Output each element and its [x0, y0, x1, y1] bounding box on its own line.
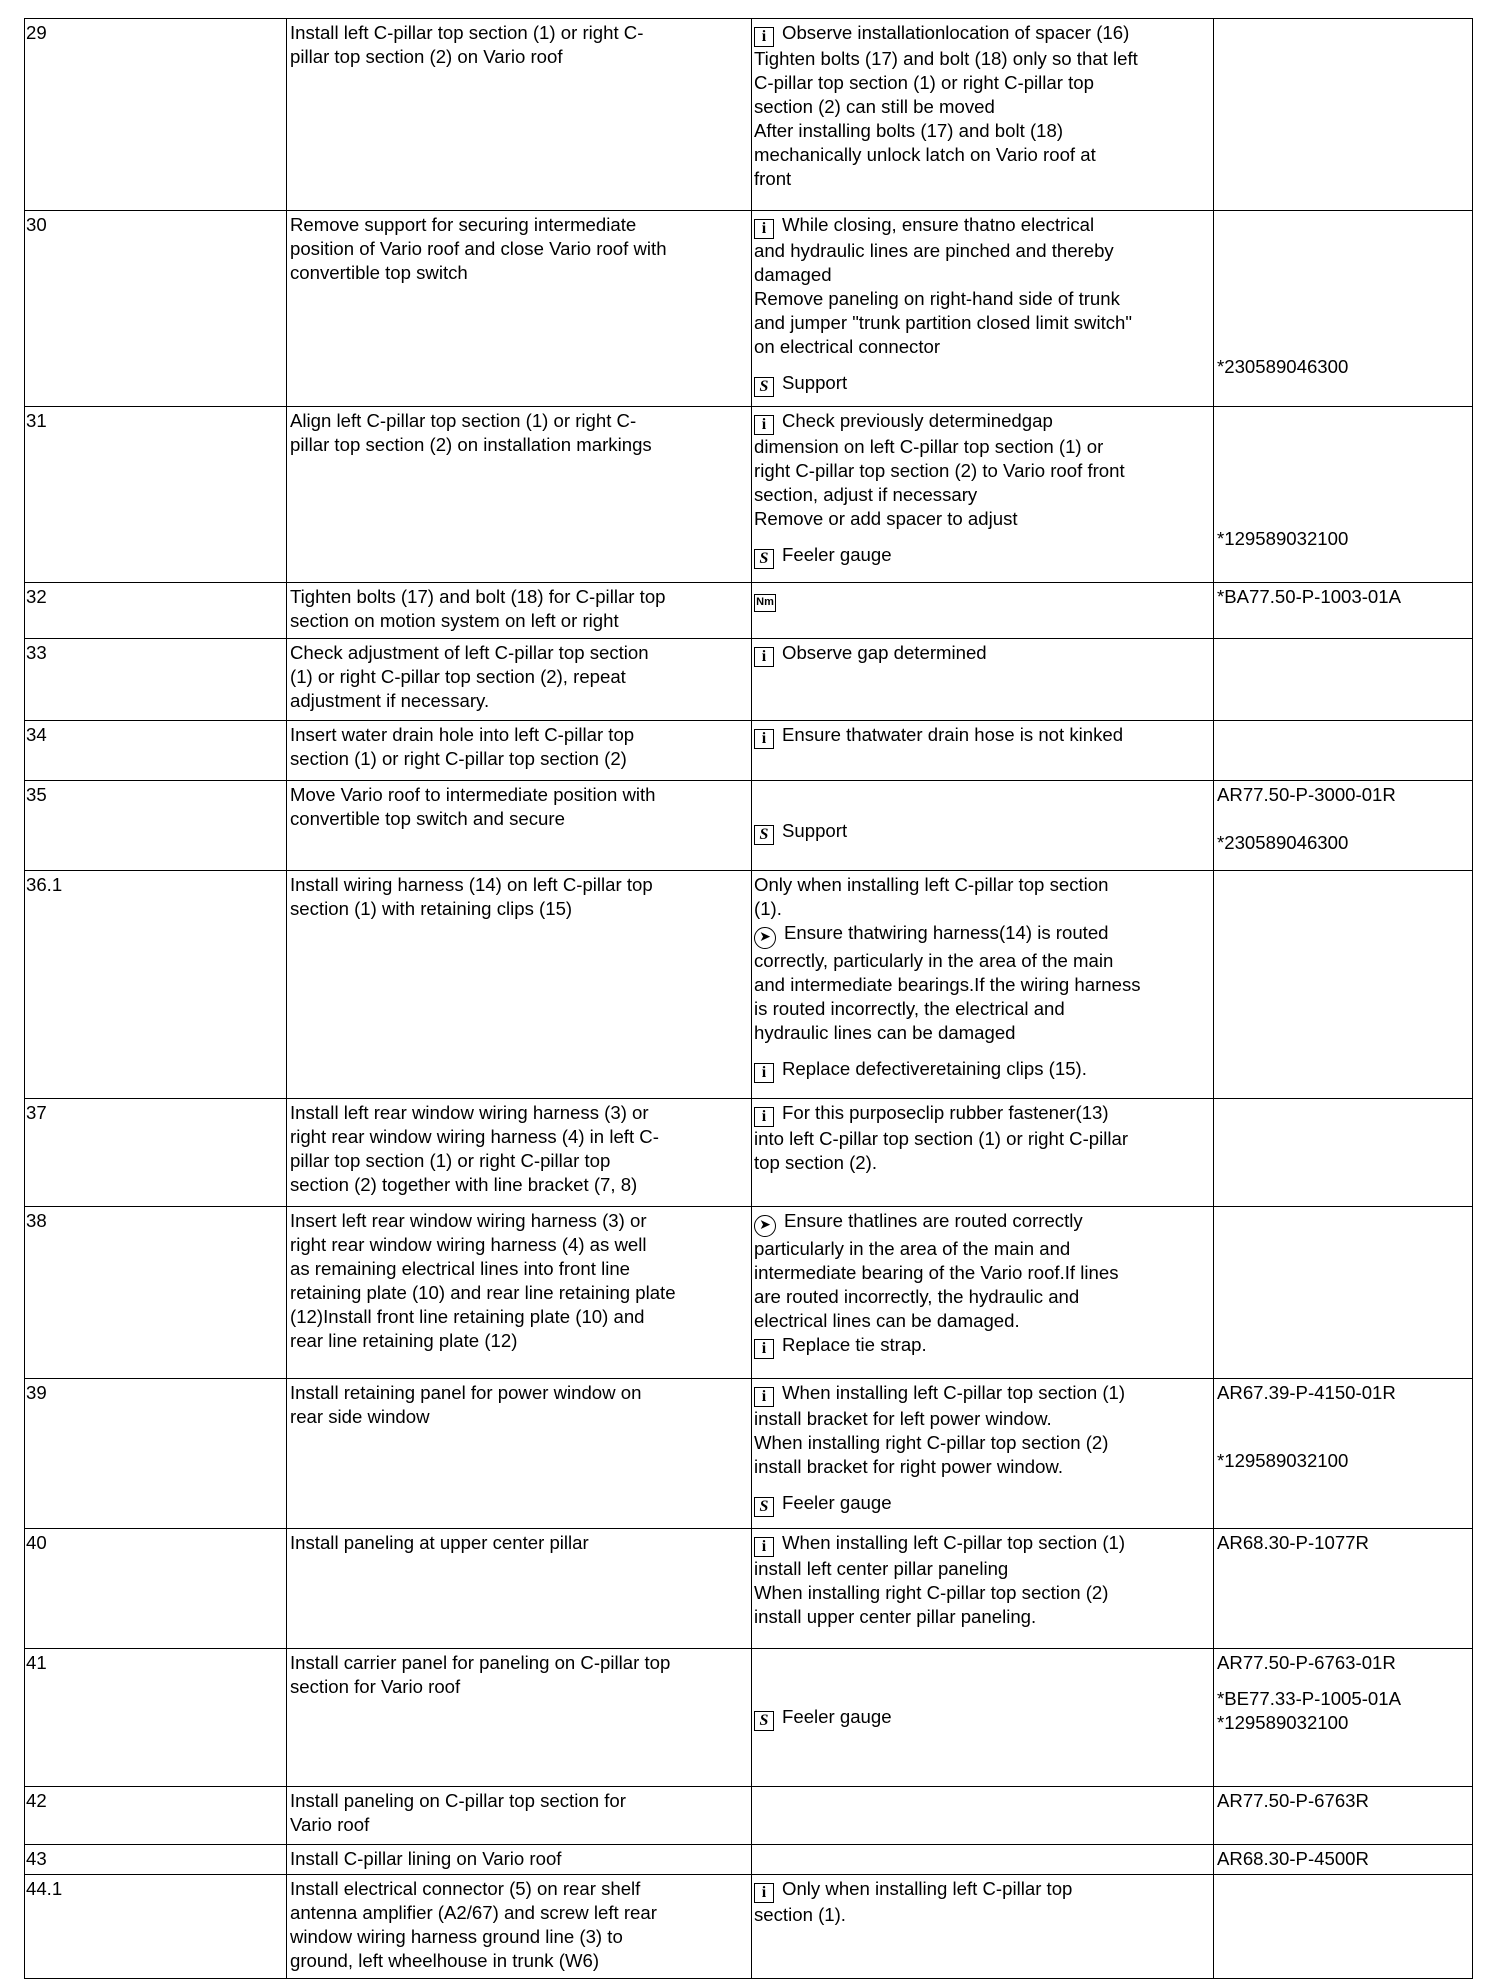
note-text-line: C-pillar top section (1) or right C-pillar top [754, 72, 1094, 93]
info-icon: i [754, 1537, 774, 1557]
action-cell [287, 1787, 752, 1845]
note-text-line: Check previously determinedgap [782, 410, 1053, 431]
document-reference[interactable]: AR68.30-P-1077R [1217, 1532, 1369, 1553]
step-number-cell [25, 1649, 287, 1787]
special-tool-icon: S [754, 377, 774, 397]
action-cell [287, 639, 752, 721]
note-text-line: While closing, ensure thatno electrical [782, 214, 1095, 235]
step-number: 32 [26, 586, 47, 607]
spacer [1217, 1405, 1470, 1449]
note-text-line: Replace defectiveretaining clips (15). [782, 1058, 1087, 1079]
info-icon: i [754, 729, 774, 749]
reference-cell [1214, 1379, 1473, 1529]
table-row [25, 639, 1473, 721]
action-text-line: position of Vario roof and close Vario roof with [290, 238, 667, 259]
info-icon: i [754, 219, 774, 239]
step-number: 43 [26, 1848, 47, 1869]
note-block [754, 409, 1213, 531]
step-number: 29 [26, 22, 47, 43]
step-number: 36.1 [26, 874, 63, 895]
notes-cell [752, 781, 1214, 871]
action-text-line: Check adjustment of left C-pillar top section [290, 642, 649, 663]
step-number-cell [25, 781, 287, 871]
note-text-line: Support [782, 820, 848, 841]
document-reference[interactable]: *129589032100 [1217, 1450, 1349, 1471]
action-cell [287, 781, 752, 871]
note-text-line: install upper center pillar paneling. [754, 1606, 1037, 1627]
action-text-line: window wiring harness ground line (3) to [290, 1926, 623, 1947]
note-block [754, 641, 1213, 667]
action-text-line: convertible top switch [290, 262, 468, 283]
reference-cell [1214, 1099, 1473, 1207]
note-block [754, 873, 1213, 921]
note-text-line: Replace tie strap. [782, 1334, 927, 1355]
action-text-line: Vario roof [290, 1814, 370, 1835]
info-icon: i [754, 27, 774, 47]
note-block [754, 1877, 1213, 1927]
info-icon: i [754, 647, 774, 667]
note-text-line: For this purposeclip rubber fastener(13) [782, 1102, 1109, 1123]
action-text-line: pillar top section (1) or right C-pillar top [290, 1150, 611, 1171]
note-block [754, 21, 1213, 191]
reference-cell [1214, 1529, 1473, 1649]
action-text-line: pillar top section (2) on installation markings [290, 434, 652, 455]
document-reference[interactable]: *129589032100 [1217, 1712, 1349, 1733]
action-text-line: Insert left rear window wiring harness (3) or [290, 1210, 647, 1231]
note-text-line: Feeler gauge [782, 1492, 892, 1513]
reference-cell [1214, 871, 1473, 1099]
notes-cell [752, 1529, 1214, 1649]
notes-cell [752, 1875, 1214, 1979]
torque-nm-icon: Nm [754, 594, 776, 612]
step-number: 31 [26, 410, 47, 431]
step-number-cell [25, 583, 287, 639]
note-text-line: Observe installationlocation of spacer (16) [782, 22, 1130, 43]
note-text-line: When installing right C-pillar top section (2) [754, 1432, 1109, 1453]
note-text-line: electrical lines can be damaged. [754, 1310, 1020, 1331]
note-block [754, 921, 1213, 1045]
action-cell [287, 407, 752, 583]
note-text-line: After installing bolts (17) and bolt (18) [754, 120, 1064, 141]
table-row [25, 1379, 1473, 1529]
note-block [754, 1057, 1213, 1083]
note-text-line: intermediate bearing of the Vario roof.If lines [754, 1262, 1119, 1283]
spacer [1217, 1675, 1470, 1687]
document-reference[interactable]: *230589046300 [1217, 356, 1349, 377]
notes-cell [752, 721, 1214, 781]
step-number: 37 [26, 1102, 47, 1123]
step-number: 33 [26, 642, 47, 663]
document-reference[interactable]: AR77.50-P-6763R [1217, 1790, 1369, 1811]
document-reference[interactable]: *230589046300 [1217, 832, 1349, 853]
reference-cell [1214, 407, 1473, 583]
step-number: 35 [26, 784, 47, 805]
action-text-line: Align left C-pillar top section (1) or right C- [290, 410, 637, 431]
spacer [754, 359, 1213, 371]
reference-cell [1214, 639, 1473, 721]
notes-cell [752, 1379, 1214, 1529]
action-text-line: section (1) or right C-pillar top section (2) [290, 748, 627, 769]
note-text-line: particularly in the area of the main and [754, 1238, 1071, 1259]
step-number: 30 [26, 214, 47, 235]
step-number: 41 [26, 1652, 47, 1673]
note-block [754, 723, 1213, 749]
info-icon: i [754, 415, 774, 435]
step-number-cell [25, 1845, 287, 1875]
step-number-cell [25, 211, 287, 407]
action-cell [287, 1207, 752, 1379]
notes-cell [752, 1787, 1214, 1845]
special-tool-icon: S [754, 1497, 774, 1517]
info-icon: i [754, 1107, 774, 1127]
step-number: 38 [26, 1210, 47, 1231]
note-text-line: Observe gap determined [782, 642, 987, 663]
step-number-cell [25, 1529, 287, 1649]
notes-cell [752, 19, 1214, 211]
note-text-line: When installing left C-pillar top section (1) [782, 1382, 1126, 1403]
table-row [25, 1787, 1473, 1845]
note-text-line: into left C-pillar top section (1) or right C-pillar [754, 1128, 1129, 1149]
document-reference[interactable]: AR77.50-P-3000-01R [1217, 784, 1396, 805]
special-tool-icon: S [754, 825, 774, 845]
reference-cell [1214, 1207, 1473, 1379]
step-number-cell [25, 721, 287, 781]
info-icon: i [754, 1387, 774, 1407]
step-number-cell [25, 407, 287, 583]
document-reference[interactable]: *BE77.33-P-1005-01A [1217, 1688, 1401, 1709]
note-block [754, 1333, 1213, 1359]
note-text-line: install bracket for left power window. [754, 1408, 1052, 1429]
table-row [25, 871, 1473, 1099]
action-text-line: as remaining electrical lines into front line [290, 1258, 631, 1279]
reference-cell [1214, 1845, 1473, 1875]
action-text-line: adjustment if necessary. [290, 690, 490, 711]
note-block [754, 1491, 1213, 1517]
action-text-line: retaining plate (10) and rear line retaining plate [290, 1282, 676, 1303]
action-text-line: Install wiring harness (14) on left C-pillar top [290, 874, 653, 895]
action-text-line: ground, left wheelhouse in trunk (W6) [290, 1950, 600, 1971]
note-text-line: Ensure thatwater drain hose is not kinked [782, 724, 1124, 745]
procedure-table [24, 18, 1473, 1979]
action-cell [287, 1845, 752, 1875]
action-text-line: Install left C-pillar top section (1) or right C- [290, 22, 644, 43]
action-text-line: section (2) together with line bracket (7, 8) [290, 1174, 638, 1195]
note-text-line: is routed incorrectly, the electrical and [754, 998, 1065, 1019]
action-text-line: Install paneling on C-pillar top section for [290, 1790, 626, 1811]
note-text-line: section (1). [754, 1904, 846, 1925]
notes-cell [752, 583, 1214, 639]
step-number-cell [25, 639, 287, 721]
action-text-line: Install retaining panel for power window on [290, 1382, 642, 1403]
note-text-line: hydraulic lines can be damaged [754, 1022, 1016, 1043]
note-text-line: When installing left C-pillar top section (1) [782, 1532, 1126, 1553]
action-cell [287, 1379, 752, 1529]
table-row [25, 19, 1473, 211]
note-text-line: Feeler gauge [782, 544, 892, 565]
step-number-cell [25, 19, 287, 211]
note-text-line: Ensure thatlines are routed correctly [784, 1210, 1083, 1231]
spacer [754, 531, 1213, 543]
table-row [25, 211, 1473, 407]
action-text-line: Install carrier panel for paneling on C-pillar top [290, 1652, 671, 1673]
note-block [754, 213, 1213, 359]
note-text-line: Remove or add spacer to adjust [754, 508, 1018, 529]
step-number-cell [25, 1379, 287, 1529]
action-text-line: rear side window [290, 1406, 430, 1427]
note-text-line: (1). [754, 898, 782, 919]
notes-cell [752, 1099, 1214, 1207]
note-text-line: Only when installing left C-pillar top section [754, 874, 1109, 895]
notes-cell [752, 407, 1214, 583]
action-cell [287, 1649, 752, 1787]
step-number-cell [25, 1207, 287, 1379]
action-cell [287, 19, 752, 211]
action-cell [287, 1099, 752, 1207]
note-text-line: are routed incorrectly, the hydraulic and [754, 1286, 1080, 1307]
step-number-cell [25, 871, 287, 1099]
table-row [25, 1649, 1473, 1787]
step-number: 44.1 [26, 1878, 63, 1899]
note-text-line: front [754, 168, 792, 189]
action-text-line: antenna amplifier (A2/67) and screw left rear [290, 1902, 657, 1923]
step-number-cell [25, 1787, 287, 1845]
note-text-line: right C-pillar top section (2) to Vario roof front [754, 460, 1125, 481]
note-block [754, 1531, 1213, 1629]
action-text-line: (1) or right C-pillar top section (2), repeat [290, 666, 626, 687]
table-row [25, 407, 1473, 583]
note-text-line: install left center pillar paneling [754, 1558, 1009, 1579]
spacer [754, 1479, 1213, 1491]
note-block [754, 1381, 1213, 1479]
document-reference[interactable]: AR68.30-P-4500R [1217, 1848, 1369, 1869]
action-text-line: Install electrical connector (5) on rear shelf [290, 1878, 641, 1899]
reference-cell [1214, 211, 1473, 407]
action-cell [287, 1875, 752, 1979]
document-reference[interactable]: AR77.50-P-6763-01R [1217, 1652, 1396, 1673]
note-text-line: top section (2). [754, 1152, 877, 1173]
note-block [754, 1705, 1213, 1731]
action-cell [287, 211, 752, 407]
action-text-line: Install C-pillar lining on Vario roof [290, 1848, 562, 1869]
step-number: 40 [26, 1532, 47, 1553]
notes-cell [752, 871, 1214, 1099]
action-text-line: Remove support for securing intermediate [290, 214, 637, 235]
table-row [25, 781, 1473, 871]
note-text-line: Remove paneling on right-hand side of trunk [754, 288, 1120, 309]
note-text-line: When installing right C-pillar top section (2) [754, 1582, 1109, 1603]
reference-cell [1214, 721, 1473, 781]
action-text-line: Move Vario roof to intermediate position with [290, 784, 656, 805]
reference-cell [1214, 1787, 1473, 1845]
note-block [754, 1209, 1213, 1333]
document-reference[interactable]: *129589032100 [1217, 528, 1349, 549]
note-text-line: Support [782, 372, 848, 393]
action-text-line: section for Vario roof [290, 1676, 461, 1697]
action-text-line: section (1) with retaining clips (15) [290, 898, 573, 919]
note-text-line: correctly, particularly in the area of the main [754, 950, 1114, 971]
action-text-line: pillar top section (2) on Vario roof [290, 46, 563, 67]
info-icon: i [754, 1063, 774, 1083]
document-reference[interactable]: *BA77.50-P-1003-01A [1217, 586, 1401, 607]
action-text-line: (12)Install front line retaining plate (10) and [290, 1306, 645, 1327]
notes-cell [752, 639, 1214, 721]
notes-cell [752, 211, 1214, 407]
note-block [754, 819, 1213, 845]
action-text-line: Tighten bolts (17) and bolt (18) for C-pillar top [290, 586, 666, 607]
action-text-line: Install left rear window wiring harness (3) or [290, 1102, 649, 1123]
note-text-line: damaged [754, 264, 832, 285]
document-reference[interactable]: AR67.39-P-4150-01R [1217, 1382, 1396, 1403]
note-text-line: section, adjust if necessary [754, 484, 978, 505]
step-number-cell [25, 1875, 287, 1979]
note-text-line: and intermediate bearings.If the wiring harness [754, 974, 1141, 995]
note-text-line: section (2) can still be moved [754, 96, 995, 117]
action-cell [287, 1529, 752, 1649]
spacer [754, 1045, 1213, 1057]
action-cell [287, 871, 752, 1099]
notes-cell [752, 1845, 1214, 1875]
step-number: 34 [26, 724, 47, 745]
action-text-line: Insert water drain hole into left C-pillar top [290, 724, 635, 745]
special-tool-icon: S [754, 1711, 774, 1731]
note-text-line: Feeler gauge [782, 1706, 892, 1727]
reference-cell [1214, 1649, 1473, 1787]
step-number-cell [25, 1099, 287, 1207]
note-block [754, 371, 1213, 397]
action-cell [287, 583, 752, 639]
table-row [25, 583, 1473, 639]
table-row [25, 1099, 1473, 1207]
note-text-line: on electrical connector [754, 336, 941, 357]
warning-risk-icon: ➤ [754, 927, 776, 949]
notes-cell [752, 1207, 1214, 1379]
reference-cell [1214, 19, 1473, 211]
table-row [25, 1529, 1473, 1649]
action-text-line: Install paneling at upper center pillar [290, 1532, 589, 1553]
note-text-line: Only when installing left C-pillar top [782, 1878, 1073, 1899]
note-text-line: mechanically unlock latch on Vario roof at [754, 144, 1096, 165]
step-number: 42 [26, 1790, 47, 1811]
step-number: 39 [26, 1382, 47, 1403]
table-row [25, 1875, 1473, 1979]
note-text-line: dimension on left C-pillar top section (1) or [754, 436, 1104, 457]
action-cell [287, 721, 752, 781]
note-text-line: Ensure thatwiring harness(14) is routed [784, 922, 1109, 943]
note-text-line: and jumper "trunk partition closed limit switch" [754, 312, 1132, 333]
note-text-line: Tighten bolts (17) and bolt (18) only so that left [754, 48, 1138, 69]
action-text-line: rear line retaining plate (12) [290, 1330, 518, 1351]
reference-cell [1214, 583, 1473, 639]
action-text-line: right rear window wiring harness (4) in left C- [290, 1126, 659, 1147]
info-icon: i [754, 1883, 774, 1903]
action-text-line: convertible top switch and secure [290, 808, 565, 829]
table-row [25, 1207, 1473, 1379]
action-text-line: section on motion system on left or right [290, 610, 619, 631]
note-text-line: install bracket for right power window. [754, 1456, 1064, 1477]
note-block [754, 543, 1213, 569]
action-text-line: right rear window wiring harness (4) as well [290, 1234, 647, 1255]
special-tool-icon: S [754, 549, 774, 569]
reference-cell [1214, 1875, 1473, 1979]
repair-procedure-sheet [24, 18, 1472, 1979]
procedure-rows [25, 19, 1473, 1979]
note-block [754, 1101, 1213, 1175]
notes-cell [752, 1649, 1214, 1787]
table-row [25, 721, 1473, 781]
note-block [754, 585, 1213, 612]
warning-risk-icon: ➤ [754, 1215, 776, 1237]
reference-cell [1214, 781, 1473, 871]
spacer [1217, 807, 1470, 831]
note-text-line: and hydraulic lines are pinched and thereby [754, 240, 1114, 261]
info-icon: i [754, 1339, 774, 1359]
table-row [25, 1845, 1473, 1875]
